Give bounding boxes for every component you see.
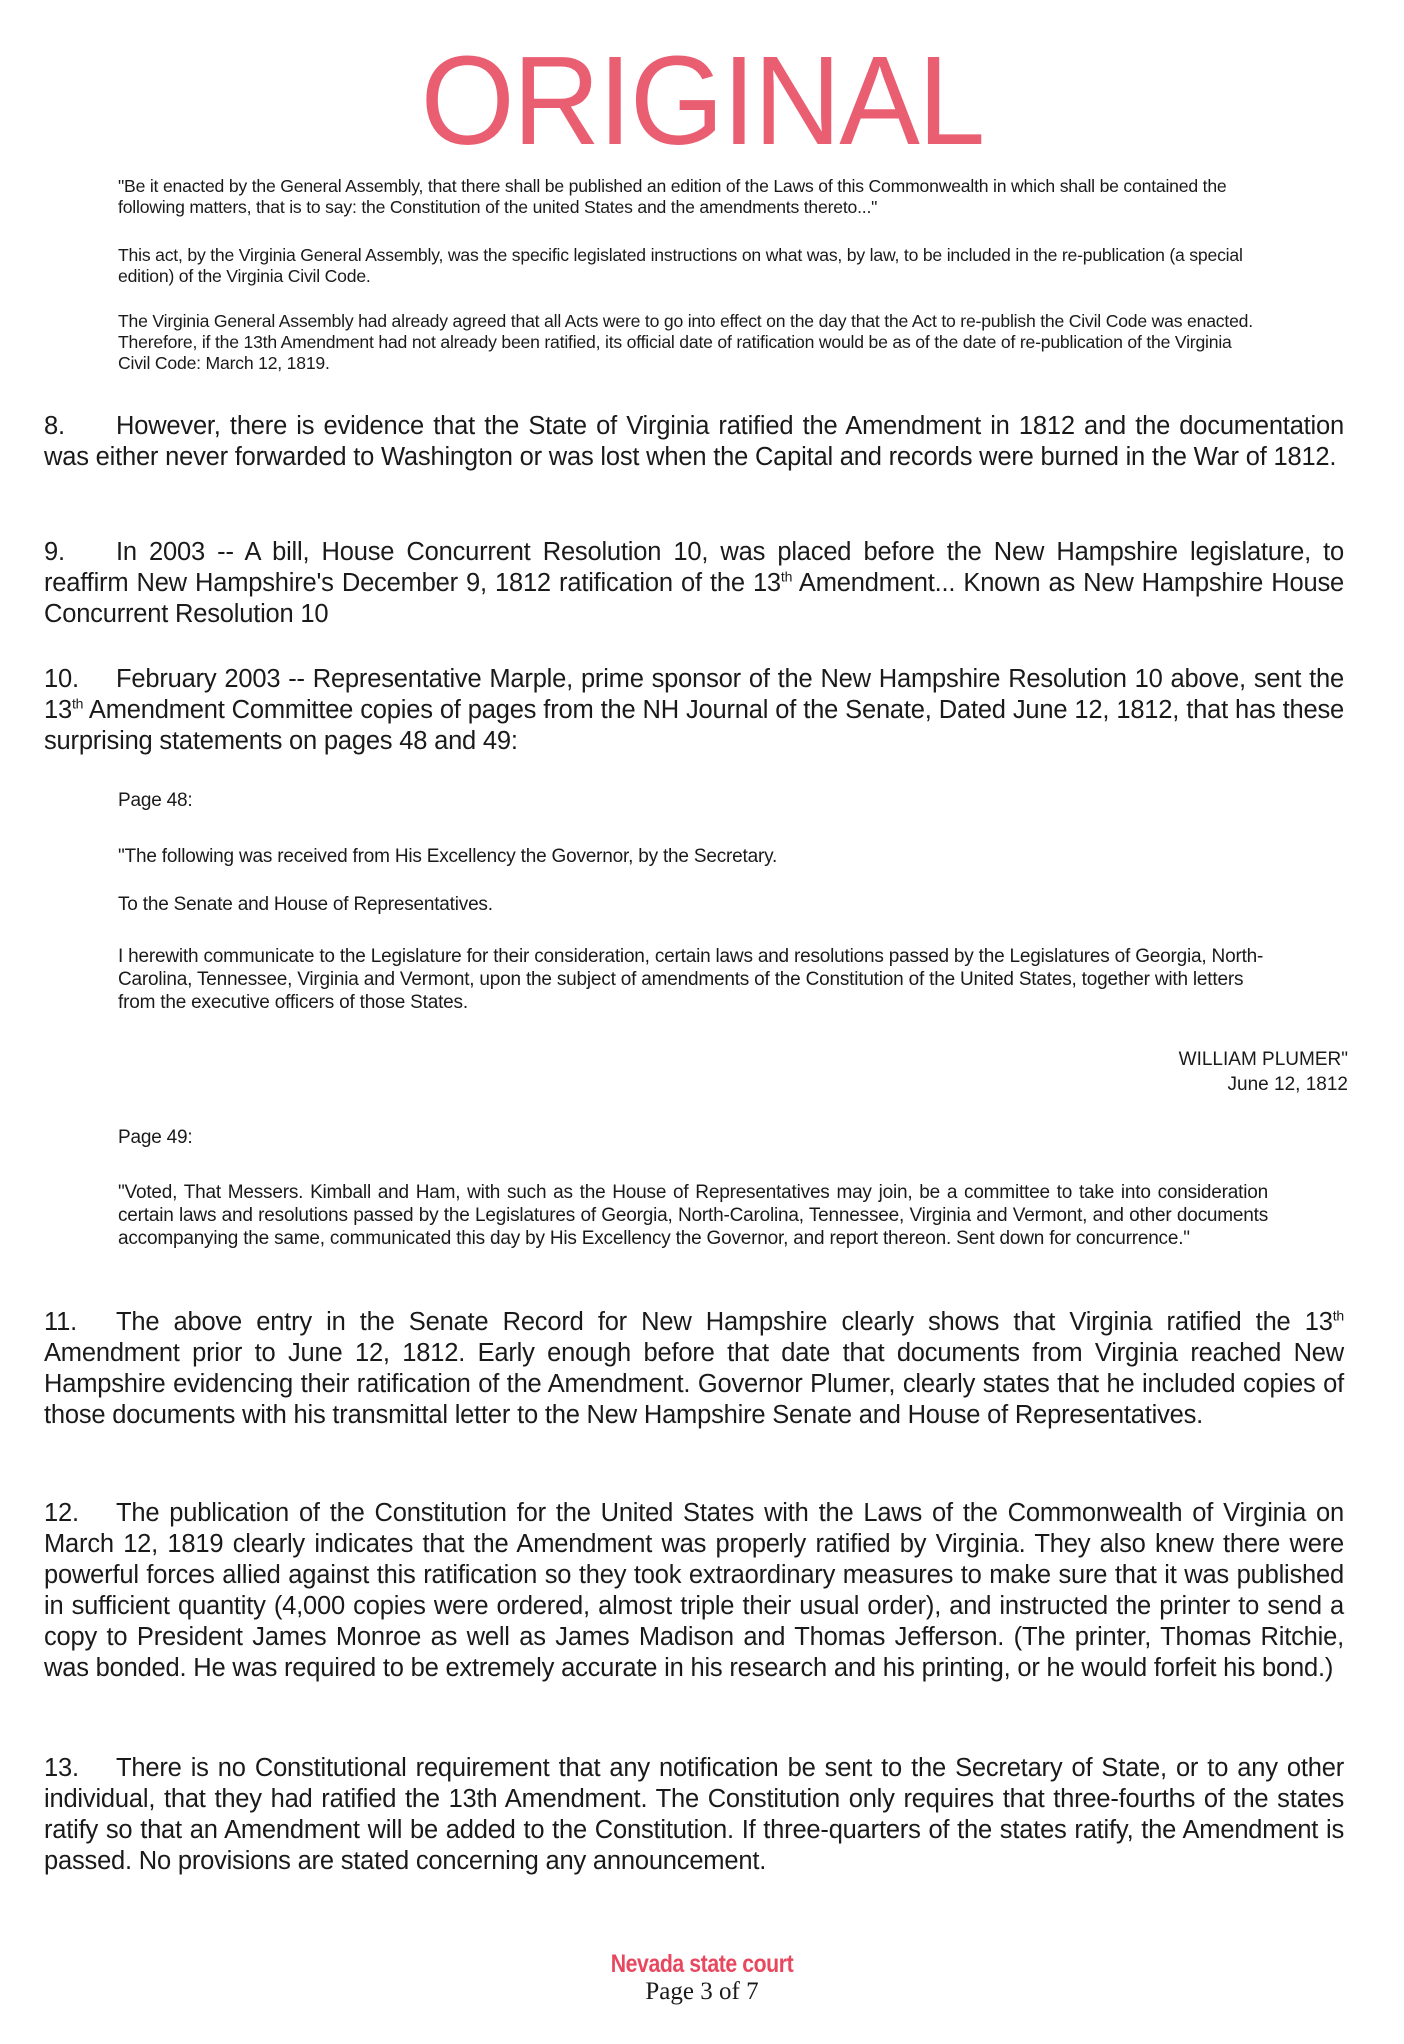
paragraph-text: The publication of the Constitution for the United States with the Laws of the Commonwealth of Virginia on March 12, 1819 clearly indicates that the Amendment was properly ratified by Virginia. They also knew there were powerful forces allied against this ratification so they took extraordinary measures to make sure that it was published in sufficient quantity (4,000 copies were ordered, almost triple their usual order), and instructed the printer to send a copy to President James Monroe as well as James Madison and Thomas Jefferson. (The printer, Thomas Ritchie, was bonded. He was required to be extremely accurate in his research and his printing, or he would forfeit his bond.)	[44, 1499, 1344, 1682]
virginia-act-quote: "Be it enacted by the General Assembly, that there shall be published an edition of the Laws of this Commonwealth in which shall be contained the following matters, that is to say: the Constitution of the united States and the amendments thereto..."	[118, 176, 1227, 217]
paragraph-text: The above entry in the Senate Record for New Hampshire clearly shows that Virginia ratified the 13	[116, 1308, 1333, 1336]
signature-name: WILLIAM PLUMER"	[1178, 1049, 1348, 1070]
superscript: th	[1332, 1307, 1344, 1324]
paragraph-text: Amendment Committee copies of pages from the NH Journal of the Senate, Dated June 12, 1812, that has these surprising statements on pages 48 and 49:	[44, 696, 1344, 755]
superscript: th	[780, 568, 793, 585]
effective-date-note: The Virginia General Assembly had already agreed that all Acts were to go into effect on the day that the Act to re-publish the Civil Code was enacted. Therefore, if the 13th Amendment had not already been ratified, its official date of ratification would be as of the date of re-publication of the Virginia Civil Code: March 12, 1819.	[118, 311, 1253, 373]
journal-page-48-line-2: To the Senate and House of Representatives.	[118, 894, 493, 915]
superscript: th	[71, 695, 84, 712]
governor-signature	[1179, 1047, 1348, 1097]
journal-page-49-label: Page 49:	[118, 1127, 193, 1148]
journal-page-48-letter: I herewith communicate to the Legislature for their consideration, certain laws and resolutions passed by the Legislatures of Georgia, North-Carolina, Tennessee, Virginia and Vermont, upon the subject of amendments of the Constitution of the United States, together with letters from the executive officers of those States.	[118, 946, 1264, 1013]
paragraph-13	[44, 1753, 1344, 1877]
paragraph-text: Amendment prior to June 12, 1812. Early enough before that date that documents from Virginia reached New Hampshire evidencing their ratification of the Amendment. Governor Plumer, clearly states that he included copies of those documents with his transmittal letter to the New Hampshire Senate and House of Representatives.	[44, 1339, 1344, 1429]
page-indicator: Page 3 of 7	[645, 1978, 759, 2005]
journal-page-49-text: "Voted, That Messers. Kimball and Ham, with such as the House of Representatives may join, be a committee to take into consideration certain laws and resolutions passed by the Legislatures of Georgia, North-Carolina, Tennessee, Virginia and Vermont, and other documents accompanying the same, communicated this day by His Excellency the Governor, and report thereon. Sent down for concurrence."	[118, 1182, 1268, 1249]
paragraph-number: 11.	[44, 1308, 77, 1336]
journal-page-48-label: Page 48:	[118, 790, 193, 811]
paragraph-number: 12.	[44, 1499, 79, 1527]
paragraph-text: However, there is evidence that the State of Virginia ratified the Amendment in 1812 and the documentation was either never forwarded to Washington or was lost when the Capital and records were burned in the War of 1812.	[44, 412, 1344, 471]
paragraph-8	[44, 411, 1344, 473]
paragraph-text: There is no Constitutional requirement that any notification be sent to the Secretary of State, or to any other individual, that they had ratified the 13th Amendment. The Constitution only requires that three-fourths of the states ratify so that an Amendment will be added to the Constitution. If three-quarters of the states ratify, the Amendment is passed. No provisions are stated concerning any announcement.	[44, 1754, 1344, 1875]
journal-page-48-line-1: "The following was received from His Excellency the Governor, by the Secretary.	[118, 846, 778, 867]
paragraph-11	[44, 1307, 1344, 1431]
paragraph-text: Amendment... Known as New Hampshire House Concurrent Resolution 10	[44, 569, 1344, 628]
act-explanation: This act, by the Virginia General Assembly, was the specific legislated instructions on what was, by law, to be included in the re-publication (a special edition) of the Virginia Civil Code.	[118, 245, 1243, 286]
paragraph-9	[44, 537, 1344, 630]
court-stamp: Nevada state court	[610, 1950, 794, 1978]
original-stamp: ORIGINAL	[420, 30, 984, 171]
paragraph-number: 9.	[44, 538, 65, 566]
paragraph-12	[44, 1498, 1344, 1684]
paragraph-10	[44, 664, 1344, 757]
paragraph-text: In 2003 -- A bill, House Concurrent Resolution 10, was placed before the New Hampshire legislature, to reaffirm New Hampshire's December 9, 1812 ratification of the 13	[44, 538, 1344, 597]
paragraph-number: 10.	[44, 665, 79, 693]
paragraph-text: February 2003 -- Representative Marple, prime sponsor of the New Hampshire Resolution 10 above, sent the 13	[44, 665, 1344, 724]
paragraph-number: 13.	[44, 1754, 79, 1782]
signature-date: June 12, 1812	[1227, 1074, 1348, 1095]
paragraph-number: 8.	[44, 412, 65, 440]
